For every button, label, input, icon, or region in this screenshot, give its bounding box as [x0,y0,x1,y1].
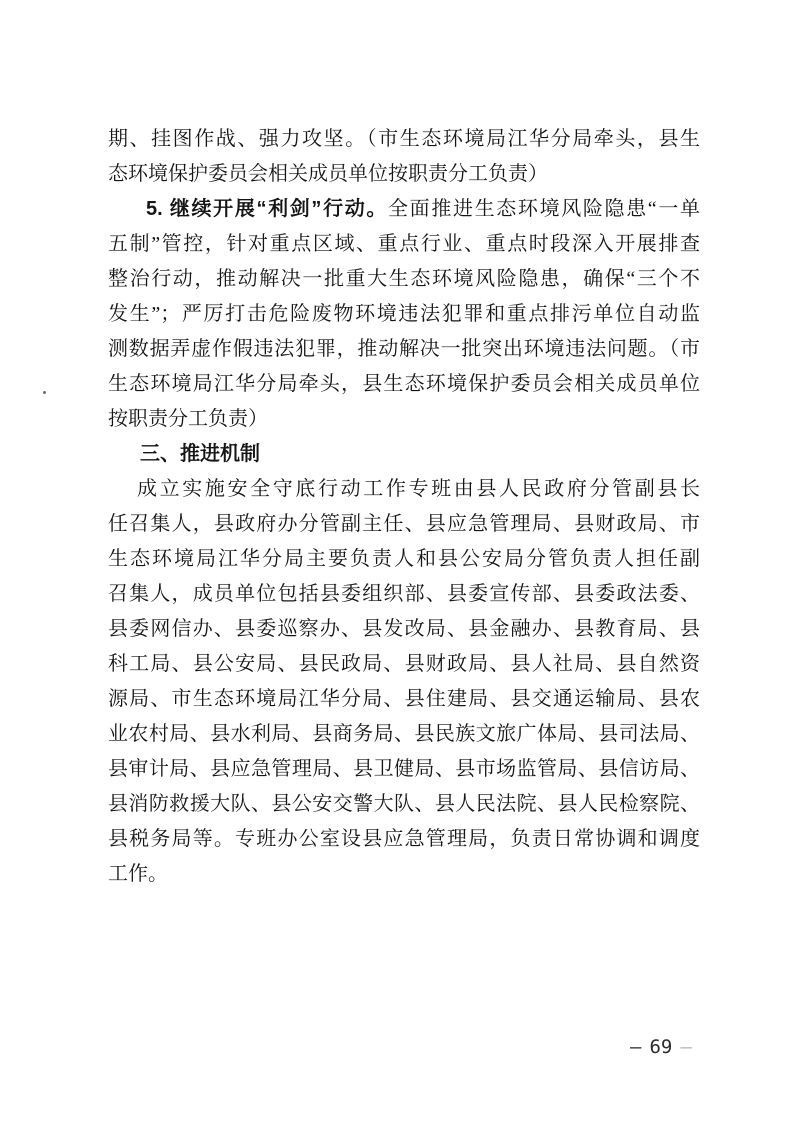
document-body [108,122,700,892]
page-number-dash-right: – [680,1036,692,1058]
text-line: 期、挂图作战、强力攻坚。（市生态环境局江华分局牵头，县生 [108,128,700,150]
text-line: 生态环境局江华分局牵头，县生态环境保护委员会相关成员单位 [108,373,700,395]
text-line: 县审计局、县应急管理局、县卫健局、县市场监管局、县信访局、 [108,758,700,780]
text-line: 工作。 [108,863,168,885]
text-line: 五制”管控，针对重点区域、重点行业、重点时段深入开展排查 [108,233,700,255]
text-line: 县税务局等。专班办公室设县应急管理局，负责日常协调和调度 [108,828,700,850]
text-line: 成立实施安全守底行动工作专班由县人民政府分管副县长 [137,478,700,500]
text-line: 按职责分工负责） [108,408,268,430]
item-5-bold-lead: 5. 继续开展“利剑”行动。 [146,198,389,220]
text-line: 整治行动，推动解决一批重大生态环境风险隐患，确保“三个不 [108,268,700,290]
text-line: 发生”；严厉打击危险废物环境违法犯罪和重点排污单位自动监 [108,303,700,325]
text-line: 县委网信办、县委巡察办、县发改局、县金融办、县教育局、县 [108,618,700,640]
text-line: 业农村局、县水利局、县商务局、县民族文旅广体局、县司法局、 [108,723,700,745]
page-number-dash-left: – [630,1036,642,1058]
text-line: 源局、市生态环境局江华分局、县住建局、县交通运输局、县农 [108,688,700,710]
text-line: 生态环境局江华分局主要负责人和县公安局分管负责人担任副 [108,548,700,570]
text-line: 态环境保护委员会相关成员单位按职责分工负责） [108,163,548,185]
scan-speck [43,391,46,394]
item-5-first-line [108,192,700,227]
text-line: 召集人，成员单位包括县委组织部、县委宣传部、县委政法委、 [108,583,700,605]
section-heading: 三、推进机制 [140,443,260,465]
text-line: 测数据弄虚作假违法犯罪，推动解决一批突出环境违法问题。（市 [108,338,700,360]
text-line: 科工局、县公安局、县民政局、县财政局、县人社局、县自然资 [108,653,700,675]
page-number-value: 69 [649,1036,673,1058]
page-number [630,1034,692,1060]
item-5-lead-rest: 全面推进生态环境风险隐患“一单 [388,198,700,220]
text-line: 县消防救援大队、县公安交警大队、县人民法院、县人民检察院、 [108,793,700,815]
text-line: 任召集人，县政府办分管副主任、县应急管理局、县财政局、市 [108,513,700,535]
